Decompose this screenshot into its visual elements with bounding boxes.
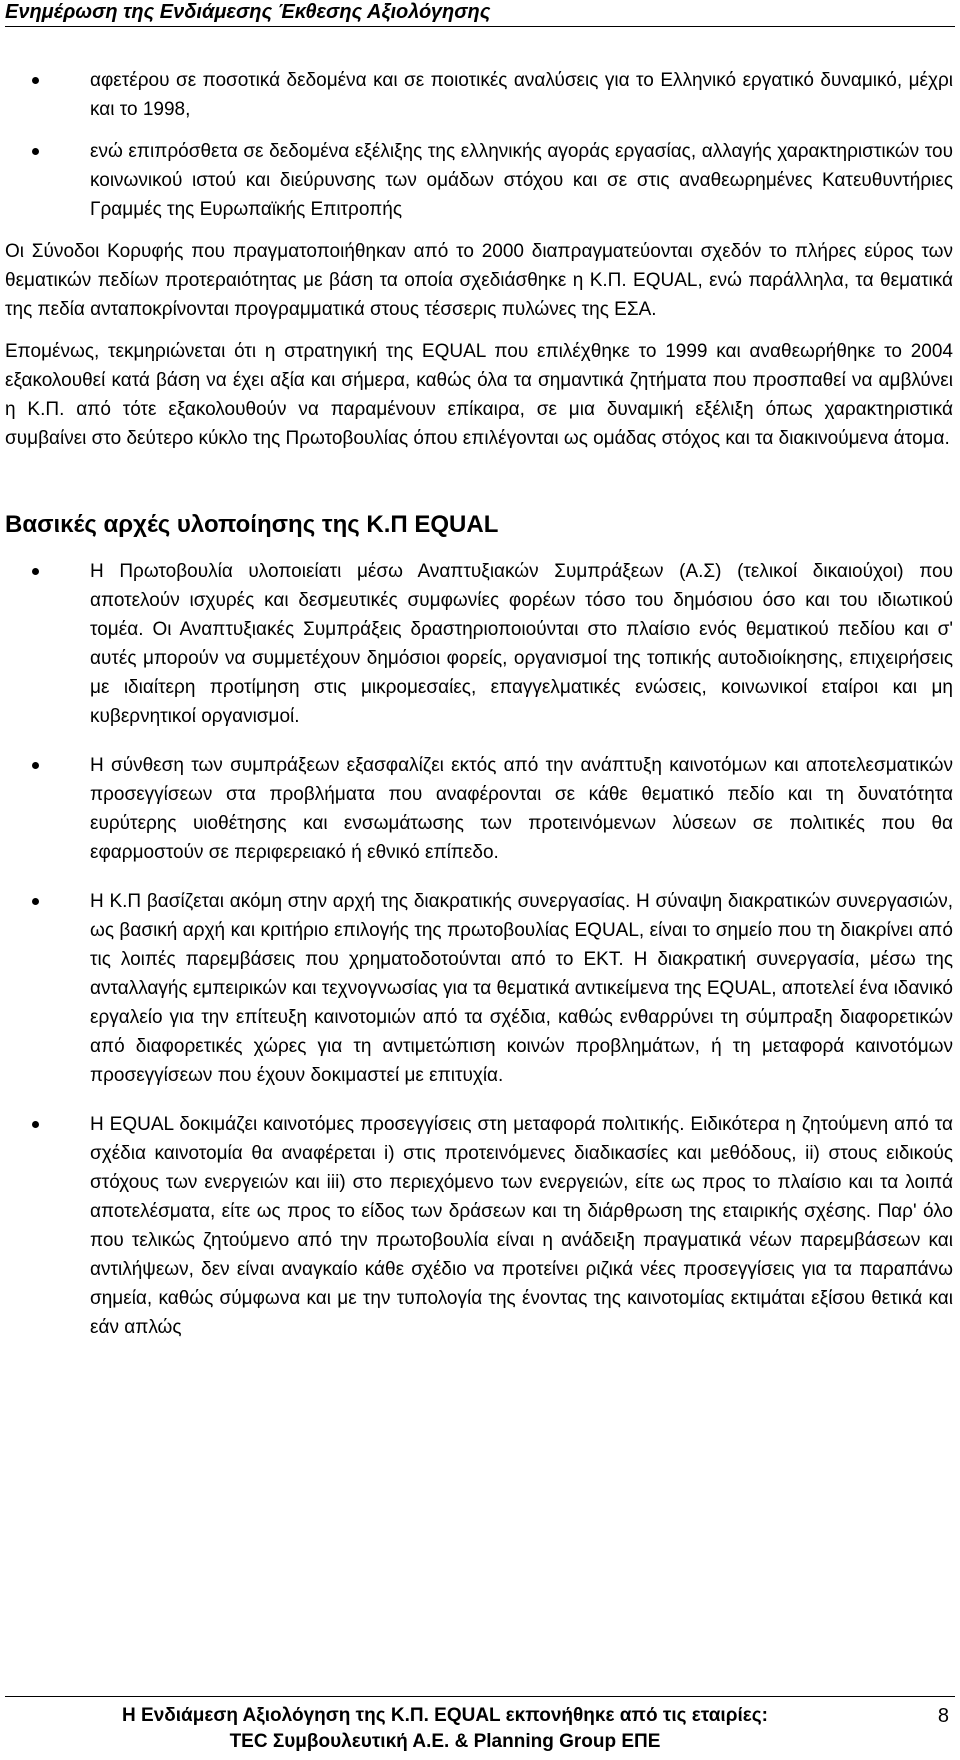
bullet-icon [32, 568, 39, 575]
bullet-text: Η EQUAL δοκιμάζει καινοτόμες προσεγγίσεις στη μεταφορά πολιτικής. Ειδικότερα η ζητούμενη από τα σχέδια καινοτομία θα αναφέρεται i) στις προτεινόμενες διαδικασίες και μεθόδους, ii) στους ειδικούς στόχους των ενεργειών και iii) στο περιεχόμενο των ενεργειών, είτε ως προς το πλαίσιο και τα λοιπά αποτελέσματα, είτε ως προς το είδος των δράσεων και τη διάρθρωση της εταιρικής σχέσης. Παρ' όλο που τελικώς ζητούμενο από την πρωτοβουλία είναι η ανάδειξη πραγματικά νέων παρεμβάσεων και αντιλήψεων, δεν είναι αναγκαίο κάθε σχέδιο να προτείνει ριζικά νέες προσεγγίσεις για τα παραπάνω σημεία, καθώς σύμφωνα και με την τυπολογία της ένοντας της καινοτομίας εκτιμάται εξίσου θετικά και εάν απλώς [90, 1114, 953, 1338]
bullet-text: αφετέρου σε ποσοτικά δεδομένα και σε ποιοτικές αναλύσεις για το Ελληνικό εργατικό δυναμικό, μέχρι και το 1998, [90, 70, 953, 120]
bullet-text: ενώ επιπρόσθετα σε δεδομένα εξέλιξης της ελληνικής αγοράς εργασίας, αλλαγής χαρακτηριστικών του κοινωνικού ιστού και διεύρυνσης των ομάδων στόχου και σε στις αναθεωρημένες Κατευθυντήριες Γραμμές της Ευρωπαϊκής Επιτροπής [90, 141, 953, 220]
footer-line-2: TEC Συμβουλευτική Α.Ε. & Planning Group ΕΠΕ [229, 1731, 661, 1752]
footer-line-1: Η Ενδιάμεση Αξιολόγηση της Κ.Π. EQUAL εκπονήθηκε από τις εταιρίες: [122, 1705, 768, 1726]
list-item [5, 1110, 953, 1342]
bullet-text: Η Πρωτοβουλία υλοποιείατι μέσω Αναπτυξιακών Συμπράξεων (Α.Σ) (τελικοί δικαιούχοι) που αποτελούν ισχυρές και δεσμευτικές συμφωνίες φορέων τόσο του δημόσιου όσο και του ιδιωτικού τομέα. Οι Αναπτυξιακές Συμπράξεις δραστηριοποιούνται στο πλαίσιο ενός θεματικού πεδίου και σ' αυτές μπορούν να συμμετέχουν δημόσιοι φορείς, οργανισμοί της τοπικής αυτοδιοίκησης, επιχειρήσεις με ιδιαίτερη προτίμηση στις μικρομεσαίες, επαγγελματικές ενώσεις, κοινωνικοί εταίροι και μη κυβερνητικοί οργανισμοί. [90, 561, 953, 727]
bullet-text: Η Κ.Π βασίζεται ακόμη στην αρχή της διακρατικής συνεργασίας. Η σύναψη διακρατικών συνεργασιών, ως βασική αρχή και κριτήριο επιλογής της πρωτοβουλίας EQUAL, είναι το σημείο που τη διακρίνει από τις λοιπές παρεμβάσεις που χρηματοδοτούνται από το ΕΚΤ. Η διακρατική συνεργασία, μέσω της ανταλλαγής εμπειρικών και τεχνογνωσίας για τα θεματικά αντικείμενα της EQUAL, αποτελεί ένα ιδανικό εργαλείο για την επίτευξη καινοτομιών από τα σχέδια, καθώς ενθαρρύνει τη σύμπραξη διαφορετικών από διαφορετικές χώρες για τη αντιμετώπιση κοινών προβλημάτων, ή τη μεταφορά καινοτόμων προσεγγίσεων που έχουν δοκιμαστεί με επιτυχία. [90, 891, 953, 1086]
bullet-icon [32, 1121, 39, 1128]
section-heading: Βασικές αρχές υλοποίησης της Κ.Π EQUAL [5, 511, 499, 538]
list-item [5, 887, 953, 1090]
bullet-icon [32, 762, 39, 769]
list-item [5, 137, 953, 224]
bullet-icon [32, 148, 39, 155]
page-number: 8 [937, 1705, 949, 1727]
running-header: Ενημέρωση της Ενδιάμεσης Έκθεσης Αξιολόγησης [5, 0, 955, 27]
bullet-icon [32, 77, 39, 84]
list-item [5, 557, 953, 731]
bullet-icon [32, 898, 39, 905]
page-content [5, 66, 953, 1362]
list-item [5, 751, 953, 867]
list-item [5, 66, 953, 124]
intro-bullet-list [5, 66, 953, 224]
footer-credits [5, 1703, 885, 1755]
paragraph-strategy: Επομένως, τεκμηριώνεται ότι η στρατηγική της EQUAL που επιλέχθηκε το 1999 και αναθεωρήθηκε το 2004 εξακολουθεί κατά βάση να έχει αξία και σήμερα, καθώς όλα τα σημαντικά ζητήματα που προσπαθεί να αμβλύνει η Κ.Π. από τότε εξακολουθούν να παραμένουν επίκαιρα, σε μια δυναμική εξέλιξη όπως χαρακτηριστικά συμβαίνει στο δεύτερο κύκλο της Πρωτοβουλίας όπου επιλέγονται ως ομάδας στόχος και τα διακινούμενα άτομα. [5, 341, 953, 449]
page-footer [5, 1696, 955, 1760]
principles-bullet-list [5, 557, 953, 1342]
bullet-text: Η σύνθεση των συμπράξεων εξασφαλίζει εκτός από την ανάπτυξη καινοτόμων και αποτελεσματικών προσεγγίσεων στα προβλήματα που αναφέρονται σε κάθε θεματικό πεδίο και τη δυνατότητα ευρύτερης υιοθέτησης και ενσωμάτωσης των προτεινόμενων λύσεων σε πολιτικές που θα εφαρμοστούν σε περιφερειακό ή εθνικό επίπεδο. [90, 755, 953, 863]
paragraph-summits: Οι Σύνοδοι Κορυφής που πραγματοποιήθηκαν από το 2000 διαπραγματεύονται σχεδόν το πλήρες εύρος των θεματικών πεδίων προτεραιότητας με βάση τα οποία σχεδιάσθηκε η Κ.Π. EQUAL, ενώ παράλληλα, τα θεματικά της πεδία ανταποκρίνονται προγραμματικά στους τέσσερις πυλώνες της ΕΣΑ. [5, 241, 953, 320]
